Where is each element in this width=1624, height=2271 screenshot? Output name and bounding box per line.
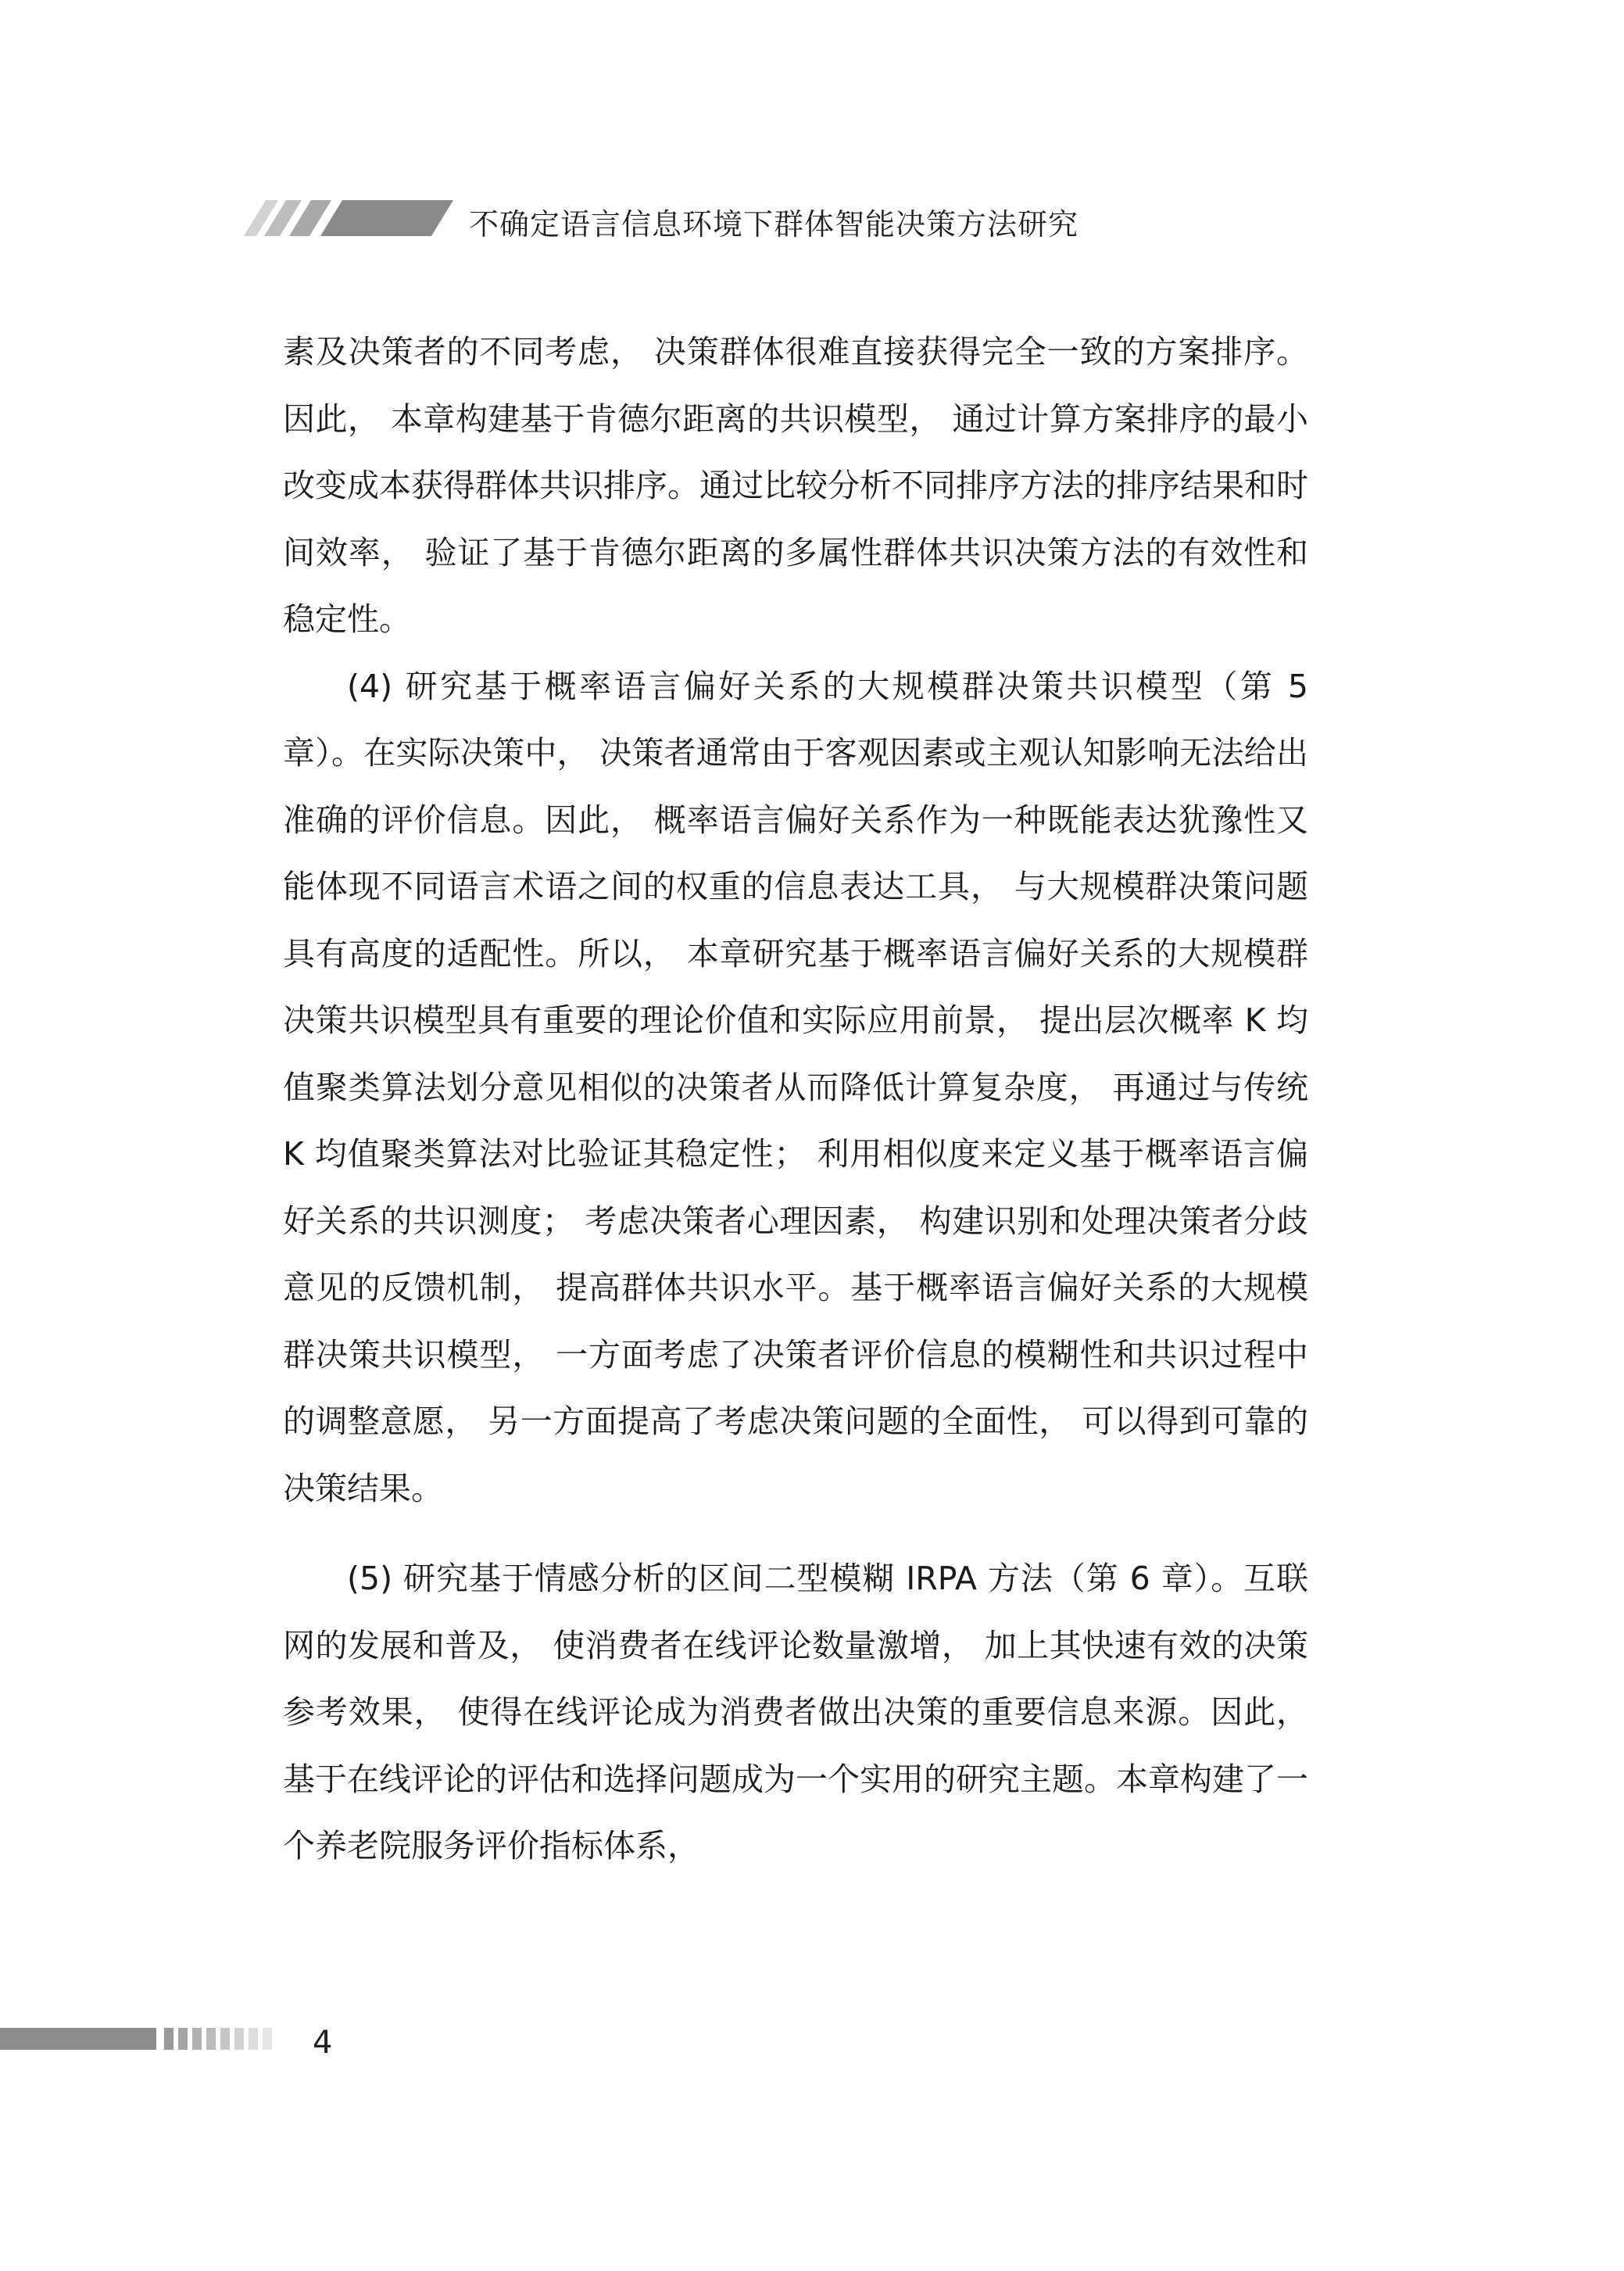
paragraph-item-4: (4) 研究基于概率语言偏好关系的大规模群决策共识模型（第 5 章）。在实际决策中， 决策者通常由于客观因素或主观认知影响无法给出准确的评价信息。因此， 概率语言偏好关系作为一种既能表达犹豫性又能体现不同语言术语之间的权重的信息表达工具， 与大规模群决策问题具有高度的适配性。所以， 本章研究基于概率语言偏好关系的大规模群决策共识模型具有重要的理论价值和实际应用前景， 提出层次概率 K 均值聚类算法划分意见相似的决策者从而降低计算复杂度， 再通过与传统 K 均值聚类算法对比验证其稳定性； 利用相似度来定义基于概率语言偏好关系的共识测度； 考虑决策者心理因素， 构建识别和处理决策者分歧意见的反馈机制， 提高群体共识水平。基于概率语言偏好关系的大规模群决策共识模型， 一方面考虑了决策者评价信息的模糊性和共识过程中的调整意愿， 另一方面提高了考虑决策问题的全面性， 可以得到可靠的决策结果。 (283, 667, 1308, 1507)
body-text (283, 319, 1308, 1880)
page-footer (0, 2017, 469, 2079)
header-stripes-decoration (0, 0, 1624, 313)
page-number: 4 (313, 2025, 333, 2061)
footer-bars-decoration (0, 2017, 469, 2079)
running-title: 不确定语言信息环境下群体智能决策方法研究 (469, 207, 1079, 242)
paragraph-continued: 素及决策者的不同考虑， 决策群体很难直接获得完全一致的方案排序。因此， 本章构建基于肯德尔距离的共识模型， 通过计算方案排序的最小改变成本获得群体共识排序。通过比较分析不同排序方法的排序结果和时间效率， 验证了基于肯德尔距离的多属性群体共识决策方法的有效性和稳定性。 (283, 333, 1308, 638)
paragraph-item-5: (5) 研究基于情感分析的区间二型模糊 IRPA 方法（第 6 章）。互联网的发展和普及， 使消费者在线评论数量激增， 加上其快速有效的决策参考效果， 使得在线评论成为消费者做出决策的重要信息来源。因此， 基于在线评论的评估和选择问题成为一个实用的研究主题。本章构建了一个养老院服务评价指标体系， (283, 1560, 1308, 1864)
page-header (0, 0, 1624, 313)
